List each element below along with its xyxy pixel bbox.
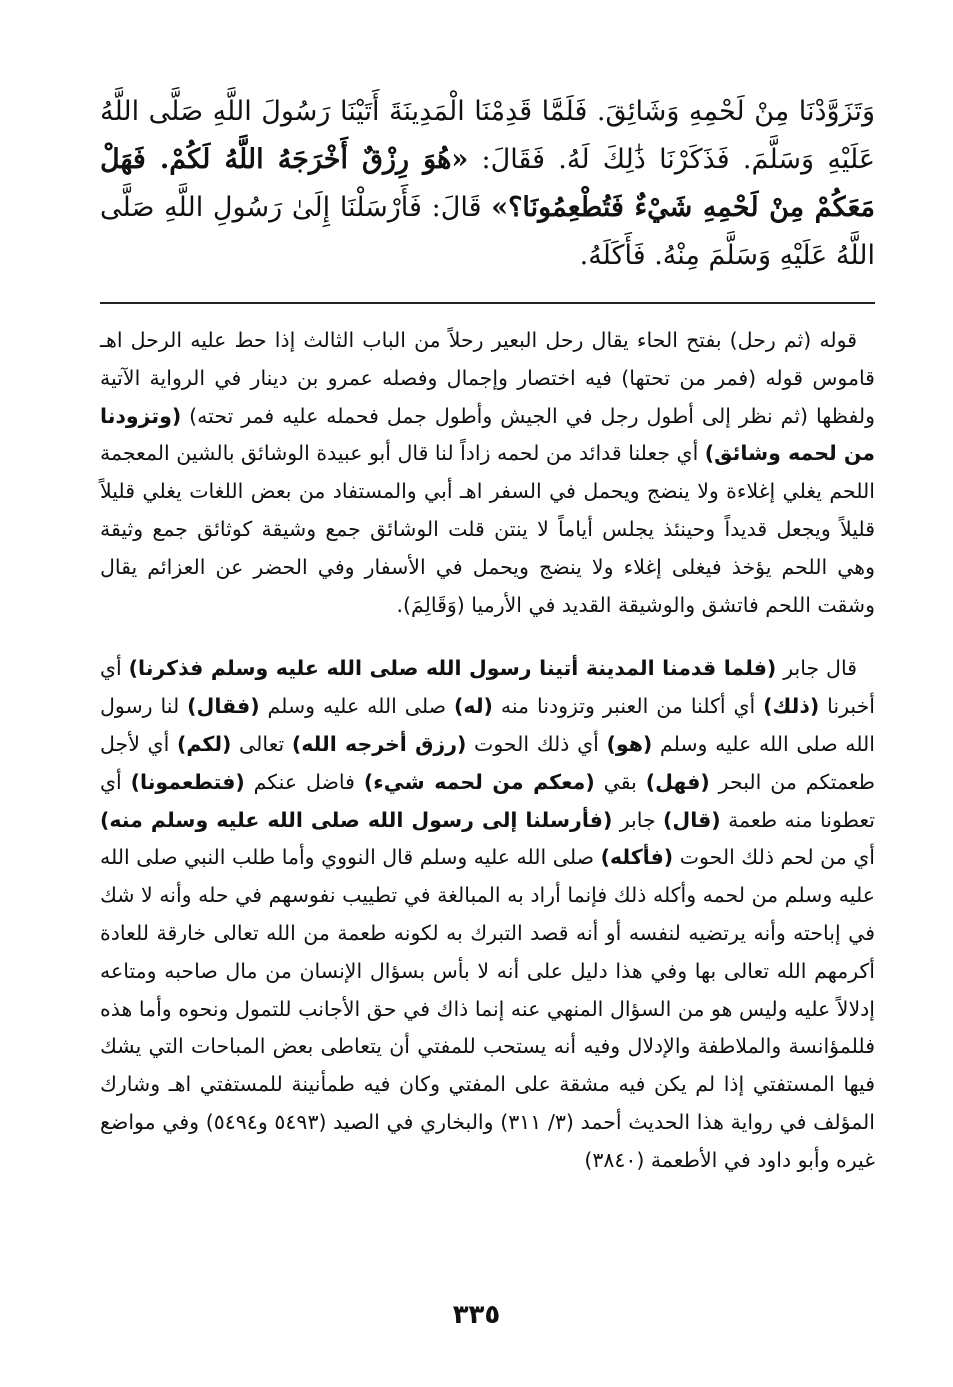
- hadith-segment: وَتَزَوَّدْنَا مِنْ لَحْمِهِ وَشَائِقَ. فَلَمَّا قَدِمْنَا الْمَدِينَةَ أَتَيْنَا رَسُولَ اللَّهِ صَلَّى اللَّهُ عَلَيْهِ وَسَلَّمَ. فَذَكَرْنَا ذَٰلِكَ لَهُ. فَقَالَ:: [100, 96, 876, 175]
- commentary-text: أي أخبرنا: [100, 656, 875, 719]
- hadith-segment: قَالَ: فَأَرْسَلْنَا إِلَىٰ رَسُولِ اللَّهِ صَلَّى اللَّهُ عَلَيْهِ وَسَلَّمَ مِنْهُ. فَأَكَلَهُ.: [100, 192, 875, 271]
- hadith-quote: «هُوَ رِزْقٌ أَخْرَجَهُ اللَّهُ لَكُمْ. فَهَلْ مَعَكُمْ مِنْ لَحْمِهِ شَيْءٌ فَتُطْعِمُونَا؟»: [100, 144, 876, 223]
- commentary-text: جابر: [612, 807, 664, 832]
- paragraph-gap: [100, 624, 875, 650]
- commentary-keyword: (فتطعمونا): [130, 769, 245, 794]
- commentary-text: قوله (ثم رحل) بفتح الحاء يقال رحل البعير رحلاً من الباب الثالث إذا حط عليه الرحل اهـ قاموس قوله (فمر من تحتها) فيه اختصار وإجمال وفصله عمرو بن دينار في الرواية الآتية ولفظها (ثم نظر إلى أطول رجل في الجيش وأطول جمل فحمله عليه فمر تحته): [100, 328, 875, 428]
- separator-rule: [100, 302, 875, 304]
- commentary-paragraph-2: [100, 650, 875, 1179]
- commentary-keyword: (رزق أخرجه الله): [291, 731, 467, 756]
- commentary-keyword: (له): [454, 694, 493, 719]
- commentary-keyword: (فأكله): [600, 845, 674, 870]
- commentary-text: صلى الله عليه وسلم: [259, 694, 455, 719]
- commentary-keyword: (فهل): [645, 769, 710, 794]
- commentary-text: فاضل عنكم: [244, 769, 364, 794]
- commentary-keyword: (لكم): [176, 731, 232, 756]
- hadith-text: [100, 88, 875, 280]
- commentary-paragraph-1: [100, 322, 875, 624]
- commentary-text: أي تعطونا منه طعمة: [100, 769, 875, 832]
- commentary-keyword: (ذلك): [763, 694, 820, 719]
- commentary-text: بقي: [594, 769, 646, 794]
- page-number: ٣٣٥: [452, 1300, 501, 1330]
- commentary-keyword: (معكم من لحمه شيء): [363, 769, 595, 794]
- commentary-text: أي من لحم ذلك الحوت: [673, 845, 875, 870]
- commentary-keyword: (فلما قدمنا المدينة أتينا رسول الله صلى الله عليه وسلم فذكرنا): [128, 656, 777, 681]
- commentary-keyword: (فقال): [187, 694, 260, 719]
- commentary-keyword: (هو): [606, 731, 653, 756]
- commentary-text: أي أكلنا من العنبر وتزودنا منه: [492, 694, 764, 719]
- commentary-text: صلى الله عليه وسلم قال النووي وأما طلب النبي صلى الله عليه وسلم من لحمه وأكله ذلك فإنما أراد به المبالغة في تطييب نفوسهم في حله وأنه لا شك في إباحته وأنه يرتضيه لنفسه أو أنه قصد التبرك به لكونه طعمة من الله تعالى خارقة للعادة أكرمهم الله تعالى بها وفي هذا دليل على أنه لا بأس بسؤال الإنسان من مال صاحبه ومتاعه إدلالاً عليه وليس هو من السؤال المنهي عنه إنما ذاك في حق الأجانب للتمول ونحوه وأما هذه فللمؤانسة والملاطفة والإدلال وفيه أنه يستحب للمفتي أن يتعاطى بعض المباحات التي يشك فيها المستفتي إذا لم يكن فيه مشقة على المفتي وكان فيه طمأنينة للمستفتي اهـ وشارك المؤلف في رواية هذا الحديث أحمد (٣/ ٣١١) والبخاري في الصيد (٥٤٩٣ و٥٤٩٤) وفي مواضع غيره وأبو داود في الأطعمة (٣٨٤٠): [100, 845, 875, 1172]
- commentary-text: أي ذلك الحوت: [466, 731, 607, 756]
- page-body: [100, 88, 875, 1180]
- commentary-text: قال جابر: [776, 656, 857, 681]
- commentary-keyword: (قال): [663, 807, 721, 832]
- commentary-text: تعالى: [231, 731, 292, 756]
- commentary-text: لنا رسول الله صلى الله عليه وسلم: [100, 694, 875, 756]
- commentary-text: أي لأجل طعمتكم من البحر: [100, 731, 876, 794]
- commentary-text: أي جعلنا قدائد من لحمه زاداً لنا قال أبو عبيدة الوشائق بالشين المعجمة اللحم يغلي إغلاءة ولا ينضج ويحمل في السفر اهـ أبي والمستفاد من بعض اللغات يغلي قليلاً قليلاً ويجعل قديداً وحينئذ يجلس أياماً لا ينتن قلت الوشائق جمع وشيقة كوثائق جمع وثيقة وهي اللحم يؤخذ فيغلى إغلاء ولا ينضج ويحمل في الأسفار وفي الحضر عن العزائم يقال وشقت اللحم فاتشق والوشيقة القديد في الأرميا (وَقَالِمَ).: [99, 441, 875, 617]
- commentary-keyword: (وتزودنا من لحمه وشائق): [100, 403, 875, 466]
- commentary-keyword: (فأرسلنا إلى رسول الله صلى الله عليه وسلم منه): [100, 807, 613, 832]
